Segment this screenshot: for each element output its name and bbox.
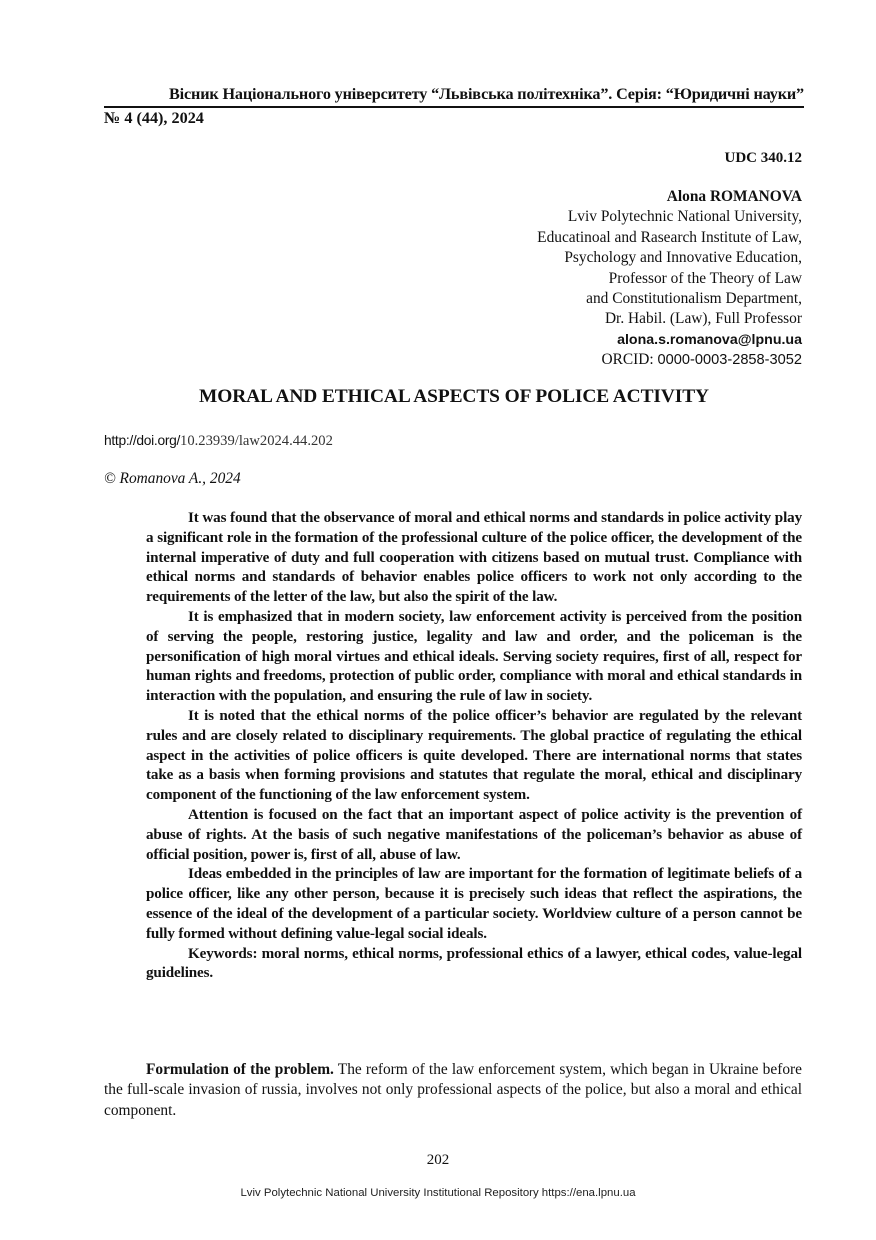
section-heading: Formulation of the problem. (146, 1061, 334, 1078)
abstract-paragraph: It was found that the observance of moral and ethical norms and standards in police activity play a significant role in the formation of the professional culture of the police officer, the development of the internal imperative of duty and full cooperation with citizens based on mutual trust. Compliance with ethical norms and standards of behavior enables police officers to work not only according to the requirements of the letter of the law, but also the spirit of the law. (146, 510, 802, 606)
orcid-label: ORCID: (601, 351, 658, 369)
affiliation-line: Professor of the Theory of Law (608, 269, 802, 287)
doi-suffix[interactable]: 10.23939/law2024.44.202 (180, 433, 333, 449)
author-email-link[interactable]: alona.s.romanova@lpnu.ua (617, 331, 802, 348)
affiliation-line: Dr. Habil. (Law), Full Professor (604, 310, 802, 328)
body-paragraph (104, 1060, 802, 1121)
journal-running-header: Вісник Національного університету “Львівська політехніка”. Серія: “Юридичні науки” (104, 84, 804, 108)
issue-number: № 4 (44), 2024 (104, 109, 204, 127)
copyright-notice: © Romanova A., 2024 (104, 470, 241, 487)
repository-footer: Lviv Polytechnic National University Institutional Repository https://ena.lpnu.ua (240, 1187, 636, 1199)
orcid-line (402, 350, 802, 370)
abstract (146, 509, 802, 984)
author-name: Alona ROMANOVA (666, 188, 802, 205)
author-block (402, 187, 802, 371)
abstract-paragraph: Attention is focused on the fact that an important aspect of police activity is the prevention of abuse of rights. At the basis of such negative manifestations of the policeman’s behavior as abuse of official position, power is, first of all, abuse of law. (146, 806, 802, 863)
abstract-paragraph: It is noted that the ethical norms of the police officer’s behavior are regulated by the relevant rules and are closely related to disciplinary requirements. The global practice of regulating the ethical aspect in the activities of police officers is quite developed. There are international norms that states take as a basis when forming provisions and statutes that regulate the moral, ethical and disciplinary component of the functioning of the law enforcement system. (146, 707, 802, 804)
orcid-id-link[interactable]: 0000-0003-2858-3052 (657, 352, 802, 369)
affiliation-line: Lviv Polytechnic National University, (567, 208, 802, 226)
affiliation-line: and Constitutionalism Department, (586, 290, 802, 308)
udc-code: UDC 340.12 (724, 150, 802, 166)
abstract-paragraph: It is emphasized that in modern society, law enforcement activity is perceived from the position of serving the people, restoring justice, legality and law and order, and the policeman is the personification of high moral virtues and ethical ideals. Serving society requires, first of all, respect for human rights and freedoms, protection of public order, compliance with moral and ethical standards in interaction with the population, and ensuring the rule of law in society. (146, 608, 802, 705)
page-number: 202 (426, 1152, 450, 1168)
abstract-paragraph: Ideas embedded in the principles of law are important for the formation of legitimate beliefs of a police officer, like any other person, because it is precisely such ideas that reflect the aspirations, the essence of the ideal of the development of a particular society. Worldview culture of a person cannot be fully formed without defining value-legal social ideals. (146, 866, 802, 942)
affiliation-line: Educatinoal and Rasearch Institute of Law, (537, 228, 802, 246)
keywords: Keywords: moral norms, ethical norms, professional ethics of a lawyer, ethical codes, value-legal guidelines. (146, 945, 802, 982)
affiliation-line: Psychology and Innovative Education, (564, 249, 802, 267)
doi-link[interactable] (104, 431, 333, 451)
article-title: MORAL AND ETHICAL ASPECTS OF POLICE ACTIVITY (199, 386, 709, 407)
body-text (104, 1060, 802, 1121)
section-text: The reform of the law enforcement system, which began in Ukraine before the full-scale invasion of russia, involves not only professional aspects of the police, but also a moral and ethical component. (104, 1061, 802, 1119)
doi-prefix[interactable]: http://doi.org/ (104, 433, 181, 448)
